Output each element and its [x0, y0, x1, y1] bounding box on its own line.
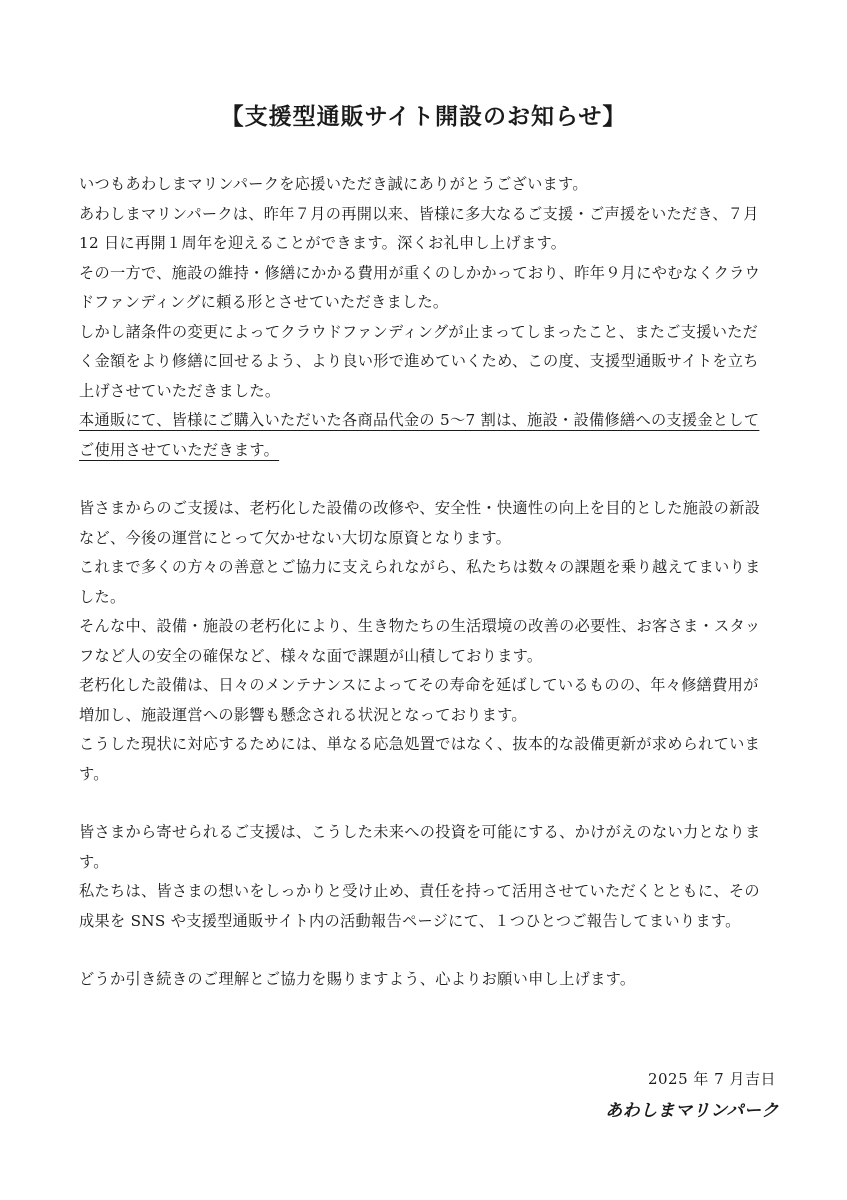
paragraph-costs: [79, 259, 779, 318]
underlined-text-line: ご使用させていただきます。: [79, 440, 280, 459]
paragraph-greeting: [79, 170, 779, 200]
paragraph-investment: [79, 818, 779, 877]
issue-date: 2025 年 7 月吉日: [647, 1070, 776, 1088]
text-line: しかし諸条件の変更によってクラウドファンディングが止まってしまったこと、またご支援いただ: [79, 322, 759, 341]
paragraph-support-ratio: [79, 406, 779, 465]
text-line: 私たちは、皆さまの想いをしっかりと受け止め、責任を持って活用させていただくとともに、その: [79, 882, 760, 900]
text-line: 12 日に再開１周年を迎えることができます。深くお礼申し上げます。: [79, 234, 567, 252]
text-line: した。: [79, 587, 126, 606]
text-line: 成果を SNS や支援型通販サイト内の活動報告ページにて、１つひとつご報告してまいります。: [79, 911, 741, 930]
text-line: 老朽化した設備は、日々のメンテナンスによってその寿命を延ばしているものの、年々修繕費用が: [79, 676, 759, 694]
paragraph-issues: [79, 612, 779, 671]
paragraph-spacer: [79, 936, 779, 965]
text-line: 皆さまから寄せられるご支援は、こうした未来への投資を可能にする、かけがえのない力となりま: [79, 823, 761, 841]
text-line: す。: [79, 852, 109, 871]
paragraph-launch: [79, 318, 779, 407]
paragraph-spacer: [79, 465, 779, 494]
paragraph-closing: [79, 965, 779, 995]
underlined-text-line: 本通販にて、皆様にご購入いただいた各商品代金の 5〜7 割は、施設・設備修繕への支援金として: [79, 411, 760, 429]
paragraph-spacer: [79, 789, 779, 818]
text-line: など、今後の運営にとって欠かせない大切な原資となります。: [79, 528, 512, 547]
text-line: いつもあわしまマリンパークを応援いただき誠にありがとうございます。: [79, 175, 588, 193]
paragraph-aging: [79, 671, 779, 730]
text-line: どうか引き続きのご理解とご協力を賜りますよう、心よりお願い申し上げます。: [79, 970, 636, 988]
paragraph-renewal: [79, 730, 779, 789]
organization-logo: あわしまマリンパーク: [605, 1101, 779, 1121]
document-body: [79, 170, 779, 995]
text-line: これまで多くの方々の善意とご協力に支えられながら、私たちは数々の課題を乗り越えてまいりま: [79, 558, 761, 576]
text-line: こうした現状に対応するためには、単なる応急処置ではなく、抜本的な設備更新が求められていま: [79, 735, 761, 753]
text-line: ドファンディングに頼る形とさせていただきました。: [79, 293, 449, 311]
text-line: 皆さまからのご支援は、老朽化した設備の改修や、安全性・快適性の向上を目的とした施設の新設: [79, 499, 761, 517]
text-line: その一方で、施設の維持・修繕にかかる費用が重くのしかかっており、昨年９月にやむなくクラウ: [79, 263, 761, 282]
paragraph-funds-use: [79, 494, 779, 553]
text-line: そんな中、設備・施設の老朽化により、生き物たちの生活環境の改善の必要性、お客さま・スタッ: [79, 617, 761, 635]
paragraph-reporting: [79, 877, 779, 936]
paragraph-anniversary: [79, 200, 779, 259]
text-line: あわしまマリンパークは、昨年７月の再開以来、皆様に多大なるご支援・ご声援をいただき、７月: [79, 204, 759, 223]
text-line: く金額をより修繕に回せるよう、より良い形で進めていくため、この度、支援型通販サイトを立ち: [79, 352, 759, 370]
text-line: 上げさせていただきました。: [79, 381, 281, 400]
text-line: す。: [79, 764, 109, 783]
document-title: 【支援型通販サイト開設のお知らせ】: [220, 104, 627, 130]
paragraph-history: [79, 553, 779, 612]
text-line: フなど人の安全の確保など、様々な面で課題が山積しております。: [79, 646, 543, 665]
text-line: 増加し、施設運営への影響も懸念される状況となっております。: [79, 705, 527, 724]
